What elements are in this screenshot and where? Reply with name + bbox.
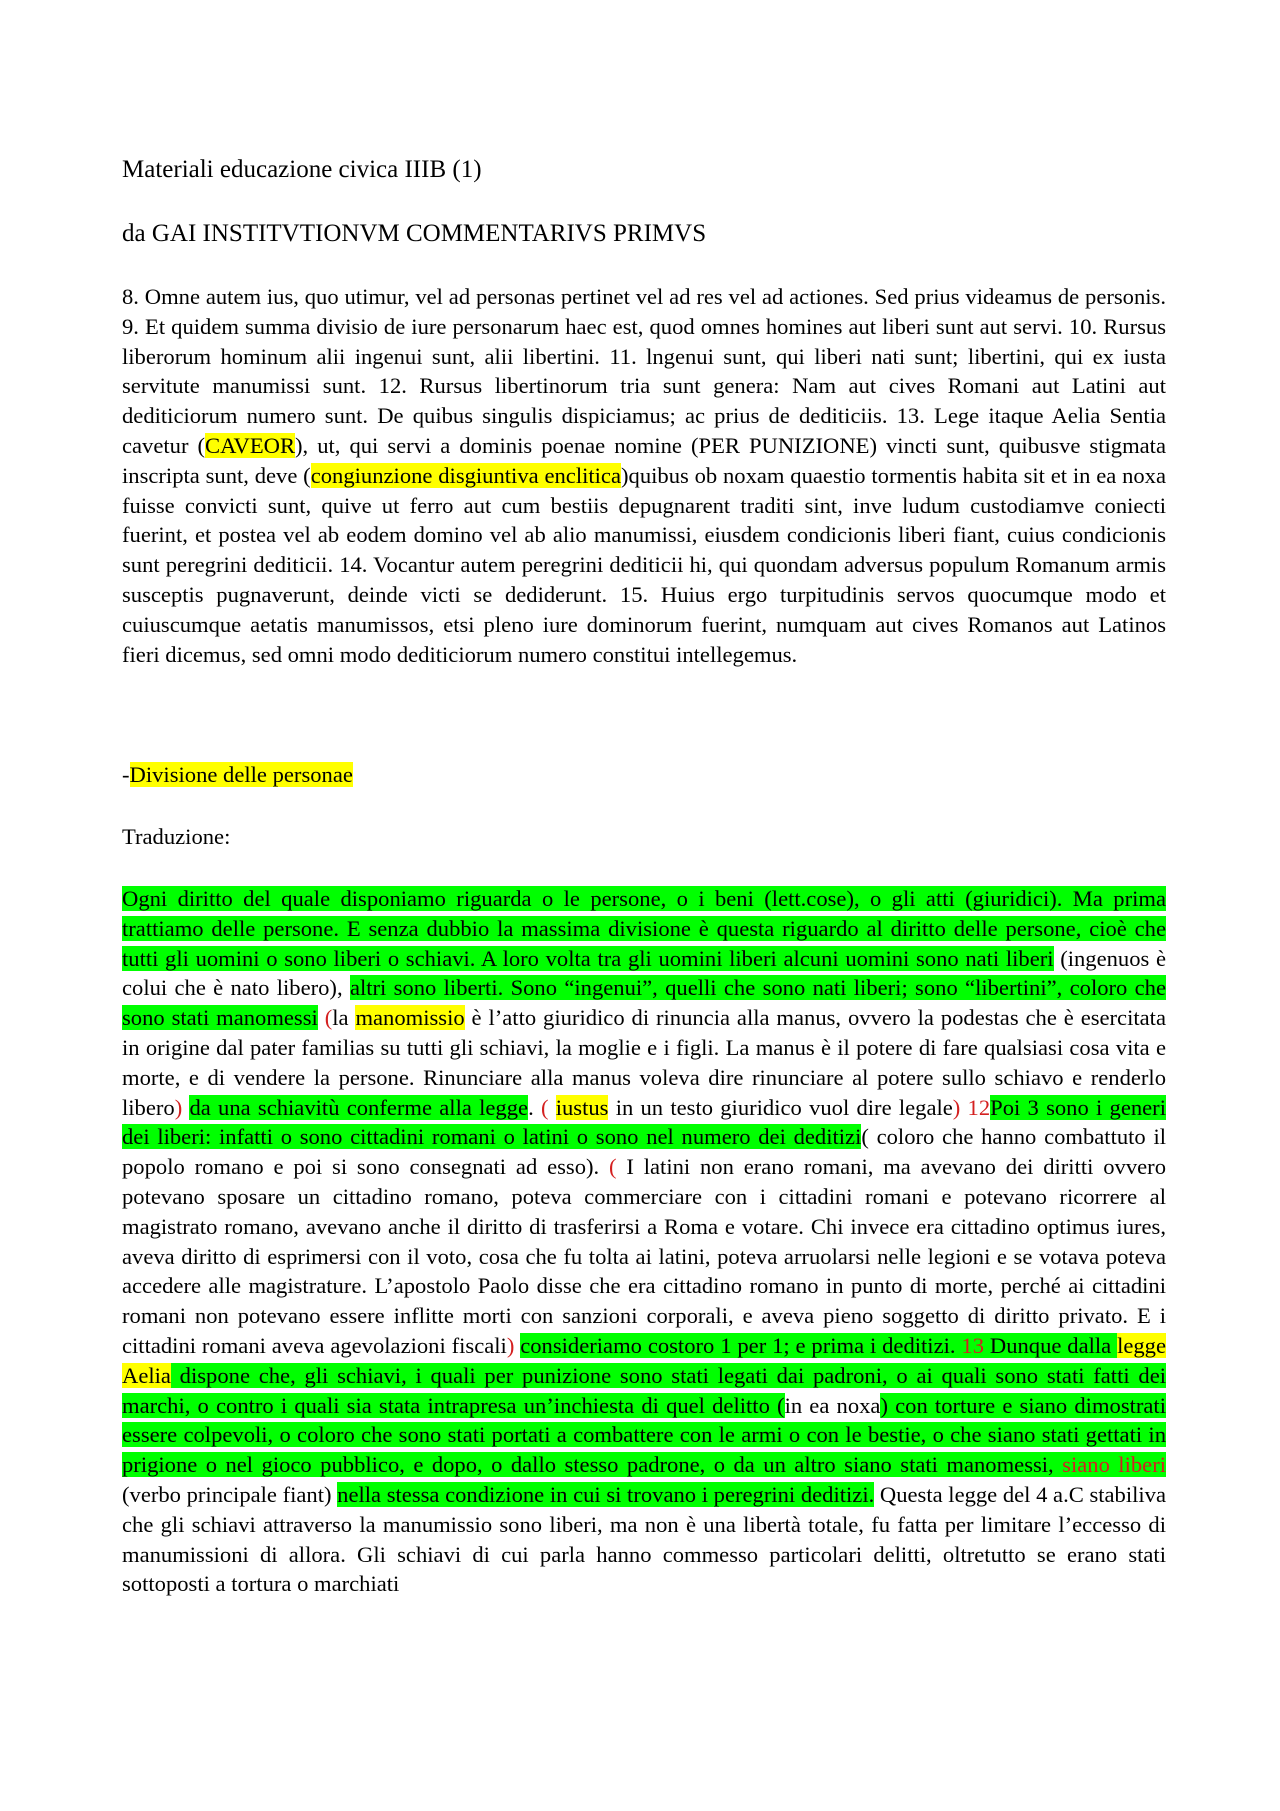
- latin-text-part: )quibus ob noxam quaestio tormentis habita sit et in ea noxa fuisse convicti sunt, quive ut ferro aut cum bestiis depugnarent traditi sint, inve ludum custodiamve coniecti fuerint, et postea vel ab eodem domino vel ab alio manumissi, eiusdem condicionis liberi fiant, cuius condicionis sunt peregrini dediticii. 14. Vocantur autem peregrini dediticii hi, qui quondam adversus populum Romanum armis susceptis pugnaverunt, deinde victi se dediderunt. 15. Huius ergo turpitudinis servos quocumque modo et cuiuscumque aetatis manumissos, etsi pleno iure dominorum fuerint, numquam aut cives Romanos aut Latinos fieri dicemus, sed omni modo dediticiorum numero constitui intellegemus.: [122, 462, 1167, 667]
- latin-text-part: 8. Omne autem ius, quo utimur, vel ad personas pertinet vel ad res vel ad actiones. Sed prius videamus de personis. 9. Et quidem summa divisio de iure personarum haec est, quod omnes homines aut liberi sunt aut servi. 10. Rursus liberorum hominum alii ingenui sunt, alii libertini. 11. lngenui sunt, qui liberi nati sunt; libertini, qui ex iusta servitute manumissi sunt. 12. Rursus libertinorum tria sunt genera: Nam aut cives Romani aut Latini aut dediticiorum numero sunt. De quibus singulis dispiciamus; ac prius de dediticiis. 13. Lege itaque Aelia Sentia cavetur (: [122, 284, 1166, 458]
- translation-plain: è l’atto giuridico di rinuncia alla manus, ovvero la podestas che è esercitata in origine dal pater familias su tutti gli schiavi, la moglie e i figli. La manus è il potere di fare qualsiasi cosa vita e morte, e di vendere la persone. Rinunciare alla manus voleva dire rinunciare al potere sullo schiavo e renderlo libero: [122, 1005, 1166, 1120]
- heading-text: Divisione delle personae: [129, 762, 353, 787]
- highlight-congiunzione: congiunzione disgiuntiva enclitica: [310, 462, 621, 488]
- translation-plain: la: [332, 1005, 356, 1031]
- translation-plain: in un testo giuridico vuol dire legale: [608, 1094, 953, 1120]
- translation-green: Poi 3 sono i generi dei liberi: infatti o sono cittadini romani o latini o sono nel numero dei deditizi: [122, 1094, 1166, 1150]
- latin-text-part: ), ut, qui servi a dominis poenae nomine (PER PUNIZIONE) vincti sunt, quibusve stigmata inscripta sunt, deve (: [122, 432, 1166, 488]
- translation-plain: (verbo principale fiant): [122, 1481, 338, 1507]
- translation-green-part: Dunque dalla: [984, 1332, 1118, 1358]
- highlight-legge-aelia: legge Aelia: [122, 1332, 1166, 1388]
- translation-green-part: dispone che, gli schiavi, i quali per punizione sono stati legati dai padroni, o ai quali sono stati fatti dei marchi, o contro i quali sia stata intrapresa un’inchiesta di quel delitto (: [122, 1362, 1166, 1418]
- translation-red: (: [324, 1005, 333, 1031]
- translation-plain: [318, 1005, 325, 1030]
- latin-text: [122, 282, 1166, 669]
- translation-green: altri sono liberti. Sono “ingenui”, quelli che sono nati liberi; sono “libertini”, coloro che sono stati manomessi: [122, 975, 1167, 1031]
- translation-green: da una schiavitù conferme alla legge: [189, 1094, 529, 1120]
- translation-text: [122, 884, 1166, 1599]
- heading-dash: -: [122, 762, 130, 787]
- document-title: Materiali educazione civica IIIB (1): [122, 156, 482, 183]
- translation-green: ) con torture e siano dimostrati essere colpevoli, o coloro che sono stati portati a combattere con le armi o con le bestie, o che siano stati gettati in prigione o nel gioco pubblico, e dopo, o dallo stesso padrone, o da un altro siano stati manomessi,: [122, 1392, 1166, 1478]
- translation-plain: I latini non erano romani, ma avevano dei diritti ovvero potevano sposare un cittadino romano, poteva commerciare con i cittadini romani e potevano ricorrere al magistrato romano, avevano anche il diritto di trasferirsi a Roma e votare. Chi invece era cittadino optimus iures, aveva diritto di esprimersi con il voto, cosa che fu tolta ai latini, poteva arruolarsi nelle legioni e se votava poteva accedere alle magistrature. L’apostolo Paolo disse che era cittadino romano in punto di morte, perché ai cittadini romani non potevano essere inflitte morti con sanzioni corporali, e aveva pieno soggetto di diritto privato. E i cittadini romani aveva agevolazioni fiscali: [122, 1154, 1166, 1358]
- translation-red: ): [174, 1094, 183, 1120]
- translation-plain: .: [528, 1094, 541, 1120]
- translation-red: 13: [961, 1332, 985, 1358]
- document-subtitle: da GAI INSTITVTIONVM COMMENTARIVS PRIMVS: [122, 220, 707, 247]
- translation-green: nella stessa condizione in cui si trovano i peregrini deditizi.: [337, 1481, 875, 1507]
- translation-red: (: [540, 1094, 556, 1120]
- translation-label: Traduzione:: [122, 824, 231, 849]
- translation-red: ) 12: [952, 1094, 991, 1120]
- section-heading: [122, 760, 353, 790]
- translation-green-part: consideriamo costoro 1 per 1; e prima i deditizi.: [520, 1332, 962, 1358]
- translation-plain: in ea noxa: [784, 1392, 881, 1418]
- translation-red: (: [609, 1154, 617, 1180]
- translation-red-green: siano liberi: [1062, 1452, 1166, 1478]
- translation-plain: ( coloro che hanno combattuto il popolo romano e poi si sono consegnati ad esso).: [122, 1124, 1166, 1180]
- highlight-manomissio: manomissio: [355, 1005, 465, 1031]
- translation-plain: (ingenuos è colui che è nato libero),: [122, 945, 1166, 1001]
- highlight-caveor: CAVEOR: [205, 432, 296, 458]
- translation-red: ): [506, 1332, 515, 1358]
- highlight-iustus: iustus: [555, 1094, 609, 1120]
- translation-plain: Questa legge del 4 a.C stabiliva che gli schiavi attraverso la manumissio sono liberi, ma non è una libertà totale, fu fatta per limitare l’eccesso di manumissioni di allora. Gli schiavi di cui parla hanno commesso particolari delitti, oltretutto se erano stati sottoposti a tortura o marchiati: [122, 1481, 1167, 1597]
- translation-green: Ogni diritto del quale disponiamo riguarda o le persone, o i beni (lett.cose), o gli atti (giuridici). Ma prima trattiamo delle persone. E senza dubbio la massima divisione è questa riguardo al diritto delle persone, cioè che tutti gli uomini o sono liberi o schiavi. A loro volta tra gli uomini liberi alcuni uomini sono nati liberi: [122, 886, 1166, 971]
